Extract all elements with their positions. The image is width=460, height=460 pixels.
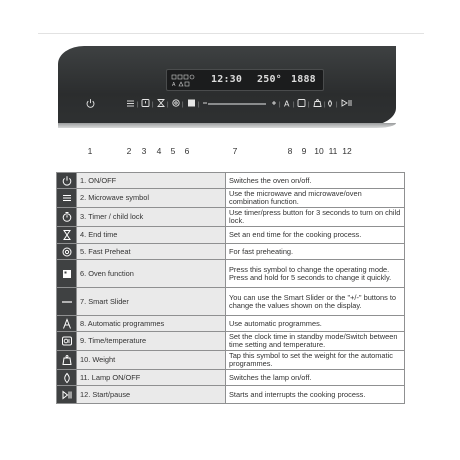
timer-lock-icon [61,211,73,223]
function-name: 2. Microwave symbol [77,189,226,208]
start-pause-icon [61,389,73,401]
svg-text:|: | [336,102,338,108]
function-description: Set an end time for the cooking process. [226,227,405,244]
callout-number: 7 [232,146,238,156]
function-description: Use the microwave and microwave/oven combination function. [226,189,405,208]
display-weight: 1888 [291,74,316,85]
function-name: 6. Oven function [77,260,226,288]
icon-cell [57,173,77,189]
function-name: 3. Timer / child lock [77,208,226,227]
table-row [57,332,405,351]
svg-text:|: | [293,102,295,108]
function-description: Switches the oven on/off. [226,173,405,189]
microwave-icon [61,192,73,204]
icon-cell [57,227,77,244]
function-name: 7. Smart Slider [77,288,226,316]
display-time: 12:30 [211,74,243,85]
table-row [57,370,405,386]
fast-preheat-icon [61,246,73,258]
svg-text:|: | [167,102,169,108]
auto-program-icon [61,318,73,330]
svg-text:|: | [137,102,139,108]
slider-icon [61,296,73,308]
callout-number: 5 [170,146,176,156]
callout-number: 4 [156,146,162,156]
function-name: 1. ON/OFF [77,173,226,189]
display-temperature: 250° [257,74,282,85]
function-description: You can use the Smart Slider or the "+/-" buttons to change the values shown on the display. [226,288,405,316]
function-description: Press this symbol to change the operating mode. Press and hold for 5 seconds to change it quickly. [226,260,405,288]
table-row [57,260,405,288]
table-row [57,386,405,404]
table-row [57,173,405,189]
svg-text:|: | [308,102,310,108]
function-name: 8. Automatic programmes [77,316,226,332]
function-name: 11. Lamp ON/OFF [77,370,226,386]
svg-text:A: A [284,99,290,109]
icon-cell [57,244,77,260]
icon-cell [57,189,77,208]
icon-cell [57,370,77,386]
callout-number: 2 [126,146,132,156]
callout-number: 1 [87,146,93,156]
function-description: For fast preheating. [226,244,405,260]
time-temperature-icon [61,335,73,347]
icon-cell [57,288,77,316]
icon-cell [57,260,77,288]
functions-table [56,172,405,404]
table-row [57,351,405,370]
function-name: 10. Weight [77,351,226,370]
function-description: Switches the lamp on/off. [226,370,405,386]
icon-cell [57,332,77,351]
lamp-icon [61,372,73,384]
function-description: Starts and interrupts the cooking process. [226,386,405,404]
power-icon [61,175,73,187]
callout-number: 10 [314,146,324,156]
panel-display [166,69,324,91]
callout-number: 8 [287,146,293,156]
icon-cell [57,316,77,332]
svg-text:|: | [152,102,154,108]
display-status-icons [171,73,207,89]
table-row [57,244,405,260]
callout-number: 9 [301,146,307,156]
oven-function-icon [61,268,73,280]
callout-number: 6 [184,146,190,156]
function-description: Use timer/press button for 3 seconds to turn on child lock. [226,208,405,227]
svg-text:|: | [198,102,200,108]
callout-number: 11 [328,146,338,156]
panel-rim [58,123,396,128]
oven-control-panel [58,46,396,126]
table-row [57,208,405,227]
hourglass-icon [61,229,73,241]
function-name: 4. End time [77,227,226,244]
svg-text:A: A [172,82,176,88]
panel-left-buttons[interactable] [126,98,216,112]
table-row [57,316,405,332]
panel-right-buttons[interactable] [270,98,370,112]
table-row [57,288,405,316]
table-row [57,227,405,244]
function-description: Use automatic programmes. [226,316,405,332]
smart-slider[interactable] [208,103,266,105]
function-name: 12. Start/pause [77,386,226,404]
table-row [57,189,405,208]
top-divider [38,33,424,34]
function-description: Set the clock time in standby mode/Switch between time setting and temperature. [226,332,405,351]
svg-text:|: | [324,102,326,108]
svg-text:|: | [279,102,281,108]
icon-cell [57,351,77,370]
icon-cell [57,386,77,404]
callout-number: 12 [342,146,352,156]
function-name: 5. Fast Preheat [77,244,226,260]
weight-icon [61,354,73,366]
power-button-icon[interactable] [85,98,96,109]
function-description: Tap this symbol to set the weight for the automatic programmes. [226,351,405,370]
icon-cell [57,208,77,227]
callout-number: 3 [141,146,147,156]
function-name: 9. Time/temperature [77,332,226,351]
svg-text:|: | [182,102,184,108]
